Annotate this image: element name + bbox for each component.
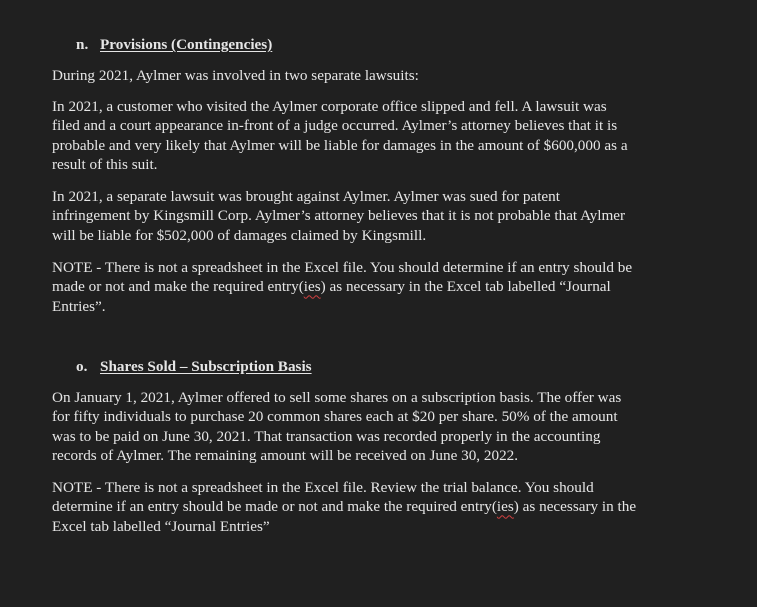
text-line: infringement by Kingsmill Corp. Aylmer’s attorney believes that it is not probable that Aylmer (52, 207, 626, 225)
text-line: In 2021, a customer who visited the Aylmer corporate office slipped and fell. A lawsuit was (52, 98, 607, 115)
text-fragment: ) as necessary in the Excel tab labelled “Journal (320, 278, 611, 296)
text-line (52, 277, 682, 296)
section-n-intro-text: During 2021, Aylmer was involved in two separate lawsuits: (52, 67, 419, 84)
section-n-paragraph-1 (52, 97, 682, 175)
text-line: filed and a court appearance in-front of a judge occurred. Aylmer’s attorney believes that it is (52, 117, 618, 135)
text-line: probable and very likely that Aylmer will be liable for damages in the amount of $600,000 as a (52, 136, 628, 154)
section-o-note (52, 478, 682, 536)
text-line: result of this suit. (52, 156, 158, 174)
text-fragment: ) as necessary in the (513, 498, 637, 516)
text-line: NOTE - There is not a spreadsheet in the Excel file. Review the trial balance. You should (52, 479, 594, 496)
section-n-note (52, 258, 682, 316)
section-o-marker: o. (76, 358, 88, 375)
text-fragment: determine if an entry should be made or not and make the required entry( (52, 498, 497, 516)
section-o-paragraph-1 (52, 388, 682, 466)
section-o-heading (76, 357, 312, 376)
text-line: NOTE - There is not a spreadsheet in the Excel file. You should determine if an entry should be (52, 259, 633, 276)
section-n-paragraph-2 (52, 187, 682, 245)
section-n-title: Provisions (Contingencies) (100, 36, 273, 53)
text-line: Entries”. (52, 297, 106, 315)
text-fragment: made or not and make the required entry( (52, 278, 304, 296)
section-n-marker: n. (76, 36, 89, 53)
section-o-title: Shares Sold – Subscription Basis (100, 358, 312, 375)
text-line: for fifty individuals to purchase 20 common shares each at $20 per share. 50% of the amount (52, 408, 618, 426)
text-line: will be liable for $502,000 of damages claimed by Kingsmill. (52, 226, 427, 244)
section-n-intro (52, 66, 682, 85)
spellcheck-flag[interactable]: ies (303, 278, 321, 296)
text-line: records of Aylmer. The remaining amount will be received on June 30, 2022. (52, 447, 519, 465)
text-line: Excel tab labelled “Journal Entries” (52, 517, 270, 535)
text-line: On January 1, 2021, Aylmer offered to sell some shares on a subscription basis. The offer was (52, 389, 622, 406)
spellcheck-flag[interactable]: ies (496, 498, 514, 516)
section-n-heading (76, 35, 272, 54)
text-line: In 2021, a separate lawsuit was brought against Aylmer. Aylmer was sued for patent (52, 188, 560, 205)
text-line (52, 497, 682, 516)
text-line: was to be paid on June 30, 2021. That transaction was recorded properly in the accounting (52, 427, 601, 445)
